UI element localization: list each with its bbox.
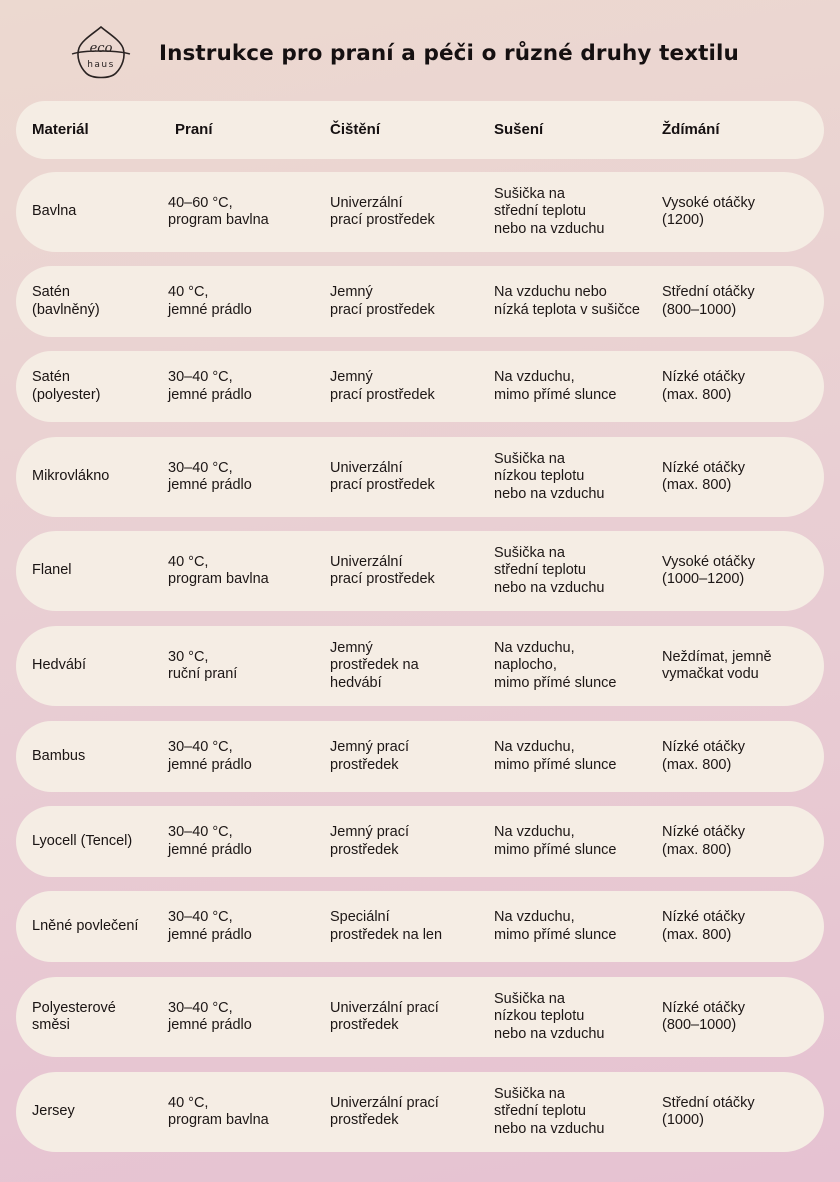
- cell-spin: Nízké otáčky (max. 800): [662, 824, 745, 858]
- cell-clean: Univerzální prací prostředek: [330, 553, 435, 587]
- cell-material: Lněné povlečení: [32, 917, 139, 934]
- cell-clean: Jemný prostředek na hedvábí: [330, 639, 419, 691]
- cell-dry: Na vzduchu, mimo přímé slunce: [494, 824, 617, 858]
- header-clean: Čištění: [330, 121, 381, 139]
- cell-spin: Neždímat, jemně vymačkat vodu: [662, 648, 772, 682]
- cell-wash: 40 °C, program bavlna: [168, 1094, 269, 1128]
- table-row: [16, 626, 824, 706]
- cell-clean: Jemný prací prostředek: [330, 824, 409, 858]
- cell-wash: 30 °C, ruční praní: [168, 648, 238, 682]
- logo-line2: haus: [87, 60, 115, 70]
- table-row: [16, 721, 824, 792]
- cell-clean: Univerzální prací prostředek: [330, 999, 439, 1033]
- page-title: Instrukce pro praní a péči o různé druhy textilu: [159, 41, 739, 66]
- cell-dry: Sušička na střední teplotu nebo na vzduchu: [494, 185, 605, 237]
- cell-material: Mikrovlákno: [32, 468, 110, 485]
- cell-spin: Nízké otáčky (max. 800): [662, 369, 745, 403]
- cell-dry: Na vzduchu nebo nízká teplota v sušičce: [494, 284, 640, 318]
- cell-clean: Univerzální prací prostředek: [330, 194, 435, 228]
- table-row: [16, 977, 824, 1057]
- cell-spin: Nízké otáčky (max. 800): [662, 909, 745, 943]
- table-row: [16, 437, 824, 517]
- cell-material: Satén (bavlněný): [32, 284, 100, 318]
- table-row: [16, 806, 824, 877]
- cell-spin: Střední otáčky (800–1000): [662, 284, 755, 318]
- cell-material: Flanel: [32, 562, 72, 579]
- cell-dry: Sušička na střední teplotu nebo na vzduchu: [494, 544, 605, 596]
- table-row: [16, 351, 824, 422]
- cell-clean: Jemný prací prostředek: [330, 369, 435, 403]
- cell-clean: Jemný prací prostředek: [330, 284, 435, 318]
- cell-spin: Vysoké otáčky (1000–1200): [662, 553, 755, 587]
- cell-dry: Na vzduchu, mimo přímé slunce: [494, 909, 617, 943]
- table-row: [16, 1072, 824, 1152]
- cell-clean: Jemný prací prostředek: [330, 739, 409, 773]
- cell-wash: 30–40 °C, jemné prádlo: [168, 999, 252, 1033]
- cell-material: Bambus: [32, 747, 86, 764]
- table-row: [16, 266, 824, 337]
- cell-clean: Univerzální prací prostředek: [330, 1094, 439, 1128]
- cell-dry: Sušička na nízkou teplotu nebo na vzduchu: [494, 450, 605, 502]
- cell-wash: 40–60 °C, program bavlna: [168, 194, 269, 228]
- table-row: [16, 172, 824, 252]
- cell-wash: 30–40 °C, jemné prádlo: [168, 369, 252, 403]
- table-row: [16, 531, 824, 611]
- cell-wash: 40 °C, jemné prádlo: [168, 284, 252, 318]
- header-dry: Sušení: [494, 121, 544, 139]
- cell-spin: Nízké otáčky (800–1000): [662, 999, 745, 1033]
- header-wash: Praní: [175, 121, 213, 139]
- cell-material: Lyocell (Tencel): [32, 832, 133, 849]
- cell-wash: 30–40 °C, jemné prádlo: [168, 459, 252, 493]
- cell-material: Hedvábí: [32, 657, 87, 674]
- cell-material: Jersey: [32, 1103, 75, 1120]
- cell-dry: Sušička na střední teplotu nebo na vzduchu: [494, 1085, 605, 1137]
- cell-material: Satén (polyester): [32, 369, 101, 403]
- cell-material: Bavlna: [32, 203, 77, 220]
- header-material: Materiál: [32, 121, 89, 139]
- table-row: [16, 891, 824, 962]
- cell-wash: 30–40 °C, jemné prádlo: [168, 739, 252, 773]
- cell-dry: Na vzduchu, mimo přímé slunce: [494, 369, 617, 403]
- cell-spin: Střední otáčky (1000): [662, 1094, 755, 1128]
- cell-dry: Sušička na nízkou teplotu nebo na vzduchu: [494, 990, 605, 1042]
- cell-clean: Univerzální prací prostředek: [330, 459, 435, 493]
- cell-wash: 30–40 °C, jemné prádlo: [168, 824, 252, 858]
- cell-spin: Vysoké otáčky (1200): [662, 194, 755, 228]
- cell-spin: Nízké otáčky (max. 800): [662, 739, 745, 773]
- cell-spin: Nízké otáčky (max. 800): [662, 459, 745, 493]
- eco-haus-logo: [70, 24, 132, 82]
- table-header-row: [16, 101, 824, 159]
- cell-dry: Na vzduchu, mimo přímé slunce: [494, 739, 617, 773]
- cell-wash: 40 °C, program bavlna: [168, 553, 269, 587]
- cell-clean: Speciální prostředek na len: [330, 909, 443, 943]
- header-spin: Ždímání: [662, 121, 720, 139]
- logo-line1: eco: [89, 41, 113, 56]
- cell-wash: 30–40 °C, jemné prádlo: [168, 909, 252, 943]
- cell-material: Polyesterové směsi: [32, 999, 116, 1033]
- cell-dry: Na vzduchu, naplocho, mimo přímé slunce: [494, 639, 617, 691]
